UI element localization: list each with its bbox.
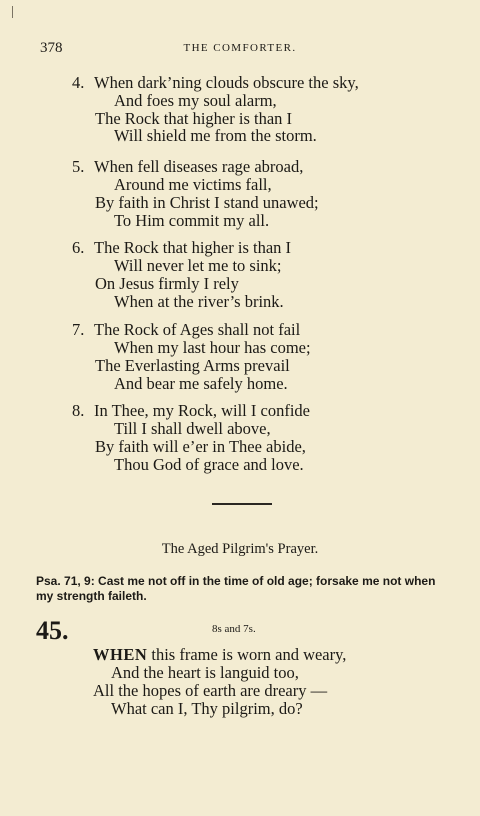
verse-number: 8. xyxy=(72,401,85,420)
verse-line: When my last hour has come; xyxy=(114,338,311,357)
hymn-title: The Aged Pilgrim's Prayer. xyxy=(161,541,319,557)
verse-line: 5. When fell diseases rage abroad, xyxy=(72,157,304,176)
verse-line: And foes my soul alarm, xyxy=(114,91,277,110)
verse-line: Till I shall dwell above, xyxy=(114,419,271,438)
hymn-line: All the hopes of earth are dreary — xyxy=(93,681,328,700)
verse-line: To Him commit my all. xyxy=(114,211,270,230)
hymn-number: 45. xyxy=(36,616,69,645)
verse-line: The Rock that higher is than I xyxy=(95,109,293,128)
page-header xyxy=(40,40,440,60)
verse-line: By faith in Christ I stand unawed; xyxy=(95,193,319,212)
margin-tick xyxy=(12,6,13,18)
verse-line: On Jesus firmly I rely xyxy=(95,274,239,293)
verse-line: 8. In Thee, my Rock, will I confide xyxy=(72,401,310,420)
page-number: 378 xyxy=(40,40,63,56)
verse-number: 7. xyxy=(72,320,85,339)
verse-line: 6. The Rock that higher is than I xyxy=(72,238,292,257)
verse-line: By faith will e’er in Thee abide, xyxy=(95,437,306,456)
hymn-first-line: WHEN this frame is worn and weary, xyxy=(93,645,347,664)
verse-number: 4. xyxy=(72,73,85,92)
verse-line: 4. When dark’ning clouds obscure the sky, xyxy=(72,73,359,92)
hymn-line: What can I, Thy pilgrim, do? xyxy=(111,699,303,718)
verse-number: 6. xyxy=(72,238,85,257)
verse-number: 5. xyxy=(72,157,85,176)
hymn-meter: 8s and 7s. xyxy=(212,623,256,635)
verse-line: Around me victims fall, xyxy=(114,175,272,194)
running-title: THE COMFORTER. xyxy=(183,42,297,54)
verse-line: When at the river’s brink. xyxy=(114,292,284,311)
hymn-line: And the heart is languid too, xyxy=(111,663,299,682)
verse-line: The Everlasting Arms prevail xyxy=(95,356,290,375)
verse-line: 7. The Rock of Ages shall not fail xyxy=(72,320,301,339)
verse-line: And bear me safely home. xyxy=(114,374,288,393)
first-word: WHEN xyxy=(93,645,148,664)
verse-line: Will never let me to sink; xyxy=(114,256,282,275)
scripture-reference: Psa. 71, 9: Cast me not off in the time of old age; forsake me not when my strength faileth. xyxy=(36,574,436,603)
verse-line: Thou God of grace and love. xyxy=(114,455,304,474)
section-divider xyxy=(212,503,272,505)
verse-line: Will shield me from the storm. xyxy=(114,126,317,145)
